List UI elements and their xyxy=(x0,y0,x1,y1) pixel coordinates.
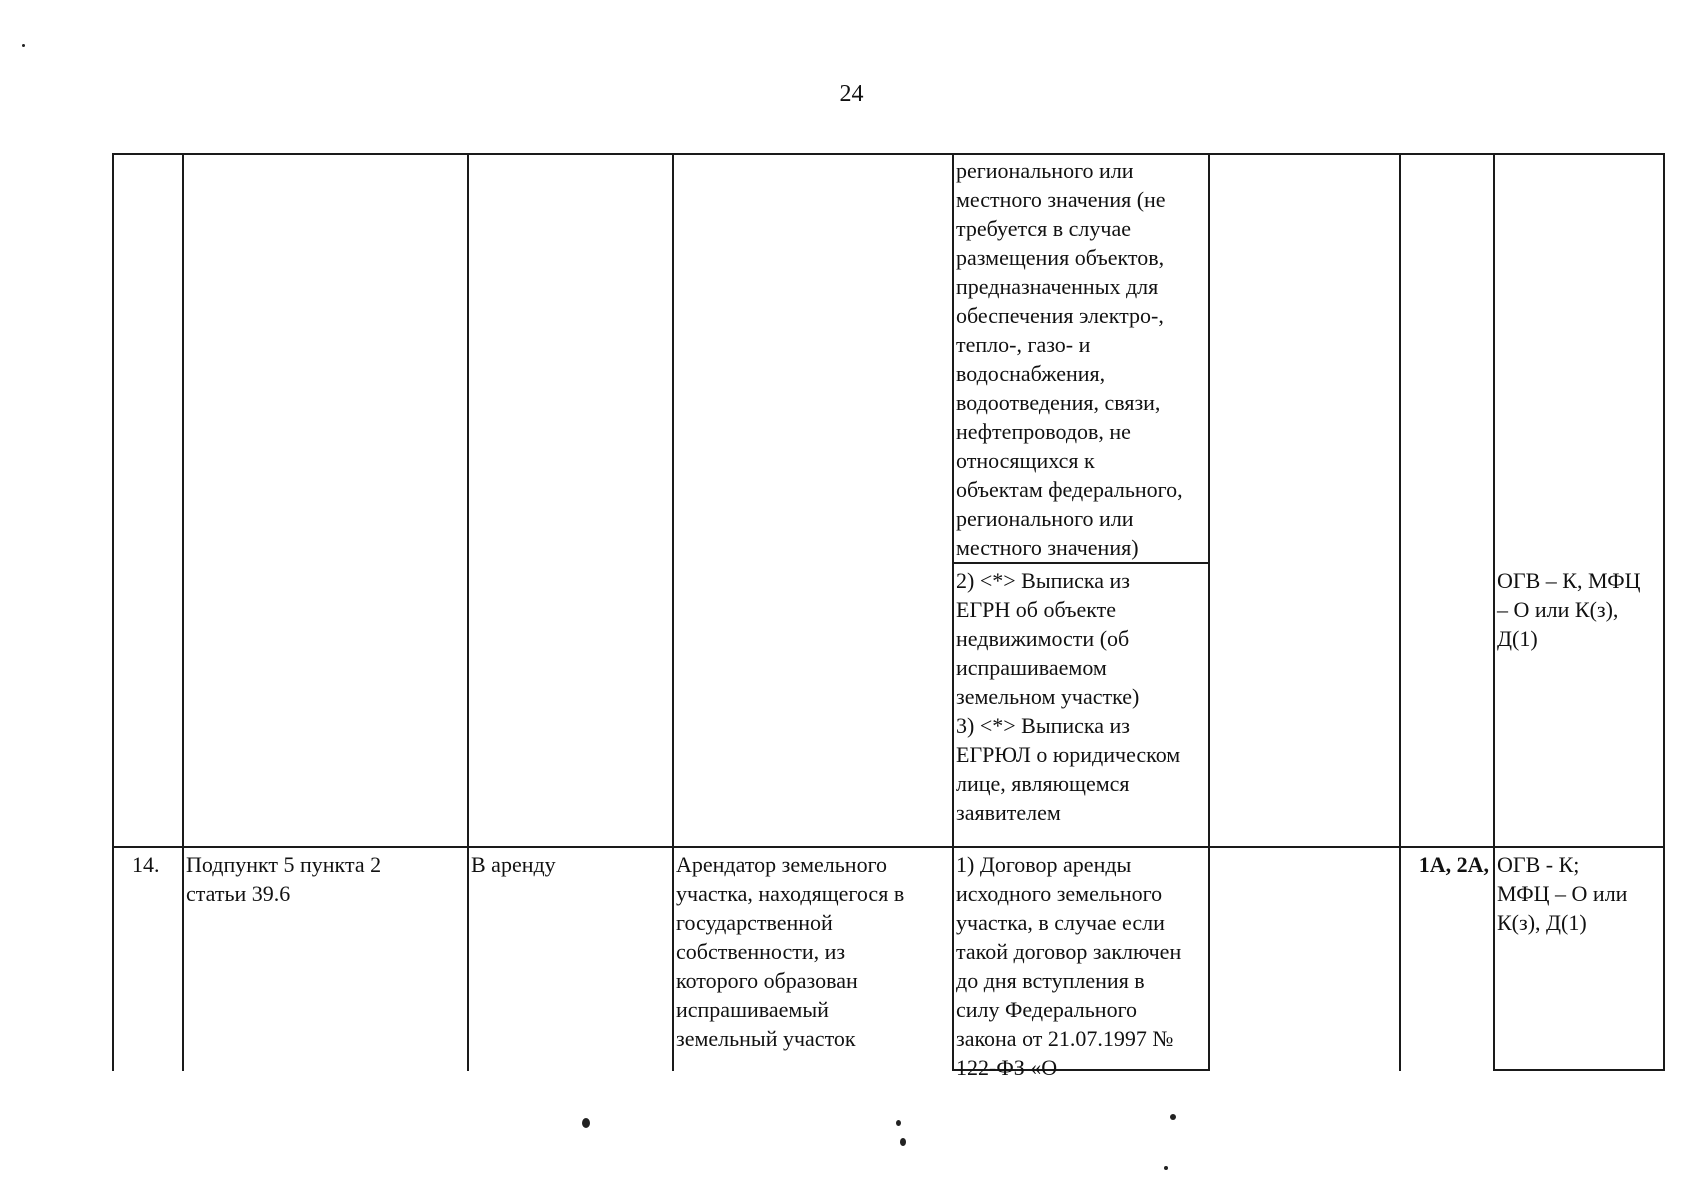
column-border-applicant xyxy=(952,153,954,1071)
row14-issuer: ОГВ - К; МФЦ – О или К(з), Д(1) xyxy=(1497,852,1628,935)
issuer-continued: ОГВ – К, МФЦ – О или К(з), Д(1) xyxy=(1497,568,1641,651)
column-border-codes xyxy=(1493,153,1495,1071)
scan-speck xyxy=(1170,1114,1176,1120)
column-border-type xyxy=(672,153,674,1071)
documents-cell-divider xyxy=(952,562,1208,564)
scan-speck xyxy=(900,1138,906,1146)
column-border-right xyxy=(1663,153,1665,1071)
column-border-empty xyxy=(1399,153,1401,1071)
row14-codes: 1А, 2А, xyxy=(1418,852,1489,877)
page-number: 24 xyxy=(839,81,864,107)
column-border-documents xyxy=(1208,153,1210,1071)
row14-documents: 1) Договор аренды исходного земельного участка, в случае если такой договор заключен до дня вступления в силу Федерального закона от 21.07.1997 № 122-ФЗ «О xyxy=(956,852,1182,1080)
documents-continued-part2: 2) <*> Выписка из ЕГРН об объекте недвижимости (об испрашиваемом земельном участке) 3) <*> Выписка из ЕГРЮЛ о юридическом лице, являющемся заявителем xyxy=(956,568,1181,825)
documents-continued-part1: регионального или местного значения (не требуется в случае размещения объектов, предназначенных для обеспечения электро-, тепло-, газо- и водоснабжения, водоотведения, связи, нефтепроводов, не относящихся к объектам федерального, регионального или местного значения) xyxy=(956,158,1183,560)
requirements-table xyxy=(112,153,1665,1080)
column-border-left xyxy=(112,153,114,1071)
issuer-cell-bottom xyxy=(1493,1069,1665,1071)
row-divider-14 xyxy=(112,846,1665,848)
row14-basis: Подпункт 5 пункта 2 статьи 39.6 xyxy=(186,852,382,906)
row14-type: В аренду xyxy=(471,852,556,877)
row14-number: 14. xyxy=(132,852,160,877)
scan-speck xyxy=(1164,1166,1168,1170)
table-top-border xyxy=(112,153,1665,155)
row14-applicant: Арендатор земельного участка, находящегося в государственной собственности, из которого образован испрашиваемый земельный участок xyxy=(676,852,905,1051)
scan-speck xyxy=(22,44,25,47)
scan-speck xyxy=(582,1118,590,1128)
column-border-basis xyxy=(467,153,469,1071)
column-border-number xyxy=(182,153,184,1071)
scan-speck xyxy=(896,1120,901,1126)
